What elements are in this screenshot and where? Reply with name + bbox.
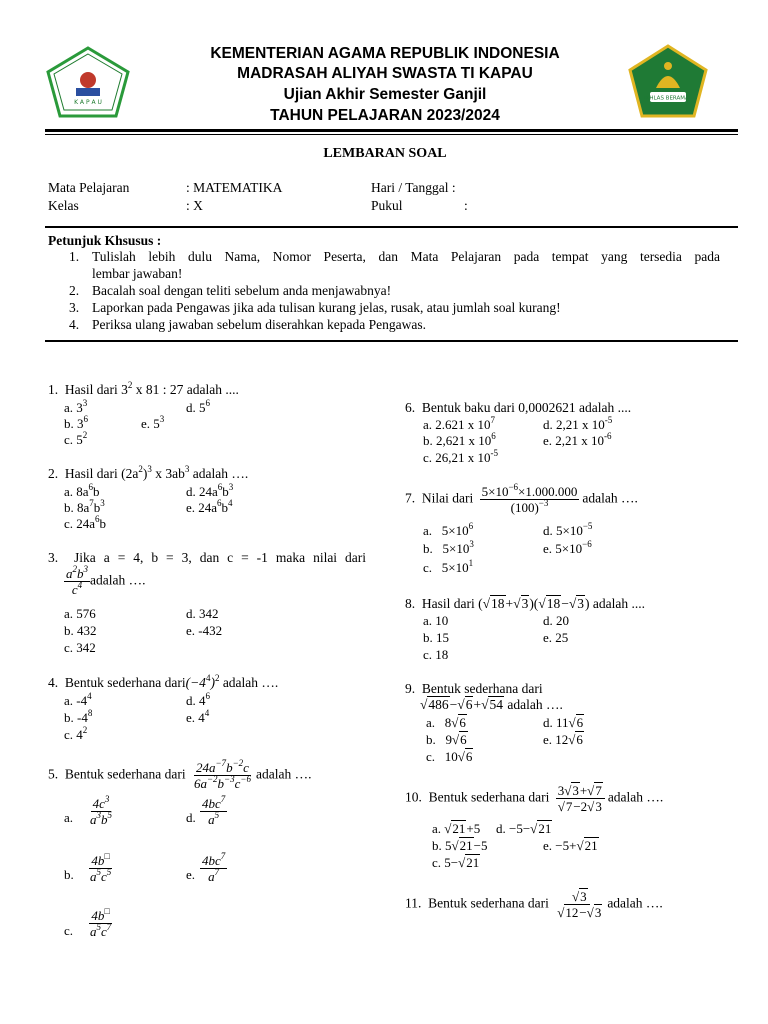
ministry-logo: [628, 44, 708, 118]
option-d[interactable]: d. $5^6$: [186, 398, 210, 415]
option-b[interactable]: b. $8a^7b^3$: [64, 498, 105, 515]
question-9-expr: √486−√6+√54 adalah ….: [420, 697, 563, 712]
option-a[interactable]: a. $-4^4$: [64, 691, 92, 708]
instruction-number: 1.: [69, 249, 80, 264]
option-e[interactable]: e. 25: [543, 630, 569, 645]
option-e[interactable]: e. 12√6: [543, 732, 583, 747]
subject-label: Mata Pelajaran: [48, 180, 130, 195]
option-e-expr: $\frac{4bc^7}{a^7}$: [202, 851, 226, 884]
option-c[interactable]: c. $4^2$: [64, 725, 88, 742]
option-b-expr: $\frac{4b^□}{a^5c^5}$: [90, 851, 112, 884]
option-c-expr: $\frac{4b^□}{a^5c^7}$: [90, 906, 112, 939]
option-d[interactable]: d. −5−√21: [496, 821, 552, 836]
instructions-rule: [45, 340, 738, 342]
header-rule-thick: [45, 129, 738, 132]
option-a[interactable]: a. 576: [64, 606, 96, 621]
question-text: Hasil dari 3: [64, 382, 128, 397]
class-value: : X: [186, 198, 203, 213]
option-c[interactable]: c. 342: [64, 640, 96, 655]
option-a[interactable]: a. $5\times 10^6$: [423, 521, 474, 538]
header-exam: Ujian Akhir Semester Ganjil: [283, 86, 487, 103]
instruction-number: 3.: [69, 300, 80, 315]
question-2: 2. Hasil dari $(2a^2)^3$ x $3ab^3$ adalah ….: [48, 464, 249, 481]
option-c[interactable]: c. 10√6: [426, 749, 473, 764]
question-7: 7. Nilai dari $\frac{5\times 10^{-6}\times 1.000.000}{(100)^{-3}}$ adalah ….: [405, 482, 638, 515]
option-b[interactable]: b. 15: [423, 630, 449, 645]
option-d[interactable]: d.: [186, 810, 196, 825]
option-a[interactable]: a. 2.621 x $10^7$: [423, 415, 496, 432]
option-e[interactable]: e.: [186, 867, 196, 882]
question-8: 8. Hasil dari (√18+√3)(√18−√3) adalah ....: [405, 596, 645, 611]
question-3: 3. Jika a = 4, b = 3, dan c = -1 maka nilai dari: [48, 550, 367, 565]
option-d[interactable]: d. $5\times 10^{-5}$: [543, 521, 593, 538]
option-c[interactable]: c. 26,21 x $10^{-5}$: [423, 448, 499, 465]
question-10: 10. Bentuk sederhana dari $\frac{3√3+√7}{√7-2√3}$ adalah ….: [405, 783, 664, 814]
option-a[interactable]: a.: [64, 810, 74, 825]
option-b[interactable]: b. $-4^8$: [64, 708, 93, 725]
option-b[interactable]: b. 2,621 x $10^6$: [423, 431, 496, 448]
instruction-item: Tulislah lebih dulu Nama, Nomor Peserta, dan Mata Pelajaran pada tempat yang tersedia pada: [92, 249, 720, 264]
option-b[interactable]: b. $3^6$: [64, 414, 88, 431]
option-e[interactable]: e. $4^4$: [186, 708, 210, 725]
school-logo: [46, 46, 130, 118]
question-6: 6. Bentuk baku dari 0,0002621 adalah ....: [405, 400, 632, 415]
header-rule-thin: [45, 134, 738, 135]
option-c[interactable]: c. $5^2$: [64, 430, 88, 447]
option-c[interactable]: c. $24a^6b$: [64, 514, 107, 531]
option-c[interactable]: c.: [64, 923, 74, 938]
subject-value: : MATEMATIKA: [186, 180, 283, 195]
day-label: Hari / Tanggal :: [371, 180, 456, 195]
question-1: 1. Hasil dari $3^2$ x 81 : 27 adalah ....: [48, 380, 239, 397]
time-label: Pukul: [371, 198, 403, 213]
option-b[interactable]: b. 432: [64, 623, 97, 638]
class-label: Kelas: [48, 198, 79, 213]
option-a[interactable]: a. $3^3$: [64, 398, 88, 415]
option-c[interactable]: c. 5−√21: [432, 855, 480, 870]
option-d[interactable]: d. 342: [186, 606, 219, 621]
option-b[interactable]: b.: [64, 867, 74, 882]
option-a[interactable]: a. √21+5: [432, 821, 481, 836]
option-a-expr: $\frac{4c^3}{a^3b^5}$: [90, 794, 112, 827]
option-a[interactable]: a. 10: [423, 613, 449, 628]
option-a[interactable]: a. 8√6: [426, 715, 466, 730]
question-number: 1.: [48, 382, 59, 397]
option-d[interactable]: d. 20: [543, 613, 569, 628]
option-a[interactable]: a. $8a^6b$: [64, 482, 100, 499]
question-9: 9. Bentuk sederhana dari: [405, 681, 543, 696]
instruction-item-cont: lembar jawaban!: [92, 266, 183, 281]
question-3-expr: $\frac{a^2b^3}{c^4}$ adalah ….: [66, 564, 146, 597]
option-d-expr: $\frac{4bc^7}{a^5}$: [202, 794, 226, 827]
sheet-title: LEMBARAN SOAL: [323, 146, 447, 161]
option-d[interactable]: d. $24a^6b^3$: [186, 482, 234, 499]
option-d[interactable]: d. 2,21 x $10^{-5}$: [543, 415, 613, 432]
instruction-item: Periksa ulang jawaban sebelum diserahkan kepada Pengawas.: [92, 317, 427, 332]
instruction-number: 4.: [69, 317, 80, 332]
instructions-title: Petunjuk Khsusus :: [48, 233, 162, 248]
time-colon: :: [464, 198, 468, 213]
header-school: MADRASAH ALIYAH SWASTA TI KAPAU: [237, 65, 533, 82]
option-b[interactable]: b. 5√21−5: [432, 838, 488, 853]
svg-text:K A P A U: K A P A U: [74, 99, 102, 106]
header-year: TAHUN PELAJARAN 2023/2024: [270, 107, 500, 124]
option-c[interactable]: c. $5\times 10^1$: [423, 558, 474, 575]
meta-rule: [45, 226, 738, 228]
instruction-number: 2.: [69, 283, 80, 298]
option-e[interactable]: e. −5+√21: [543, 838, 598, 853]
ministry-logo-text: IKHLAS BERAMAL: [644, 95, 692, 102]
option-b[interactable]: b. $5\times 10^3$: [423, 539, 474, 556]
option-e[interactable]: e. -432: [186, 623, 223, 638]
option-b[interactable]: b. 9√6: [426, 732, 467, 747]
option-e[interactable]: e. $24a^6b^4$: [186, 498, 233, 515]
option-e[interactable]: e. $5^3$: [141, 414, 165, 431]
question-5: 5. Bentuk sederhana dari $\frac{24a^{-7}b^{-2}c}{6a^{-2}b^{-3}c^{-6}}$ adalah ….: [48, 758, 312, 791]
instruction-item: Laporkan pada Pengawas jika ada tulisan kurang jelas, rusak, atau jumlah soal kurang!: [92, 300, 561, 315]
option-c[interactable]: c. 18: [423, 647, 449, 662]
option-d[interactable]: d. $4^6$: [186, 691, 210, 708]
option-e[interactable]: e. $5\times 10^{-6}$: [543, 539, 592, 556]
question-4: 4. Bentuk sederhana $dari(-4^4)^2$ adalah ….: [48, 673, 279, 690]
option-d[interactable]: d. 11√6: [543, 715, 584, 730]
header-ministry: KEMENTERIAN AGAMA REPUBLIK INDONESIA: [210, 45, 560, 62]
instruction-item: Bacalah soal dengan teliti sebelum anda menjawabnya!: [92, 283, 392, 298]
option-e[interactable]: e. 2,21 x $10^{-6}$: [543, 431, 612, 448]
question-11: 11. Bentuk sederhana dari $\frac{√3}{√12-√3}$ adalah ….: [405, 889, 663, 920]
